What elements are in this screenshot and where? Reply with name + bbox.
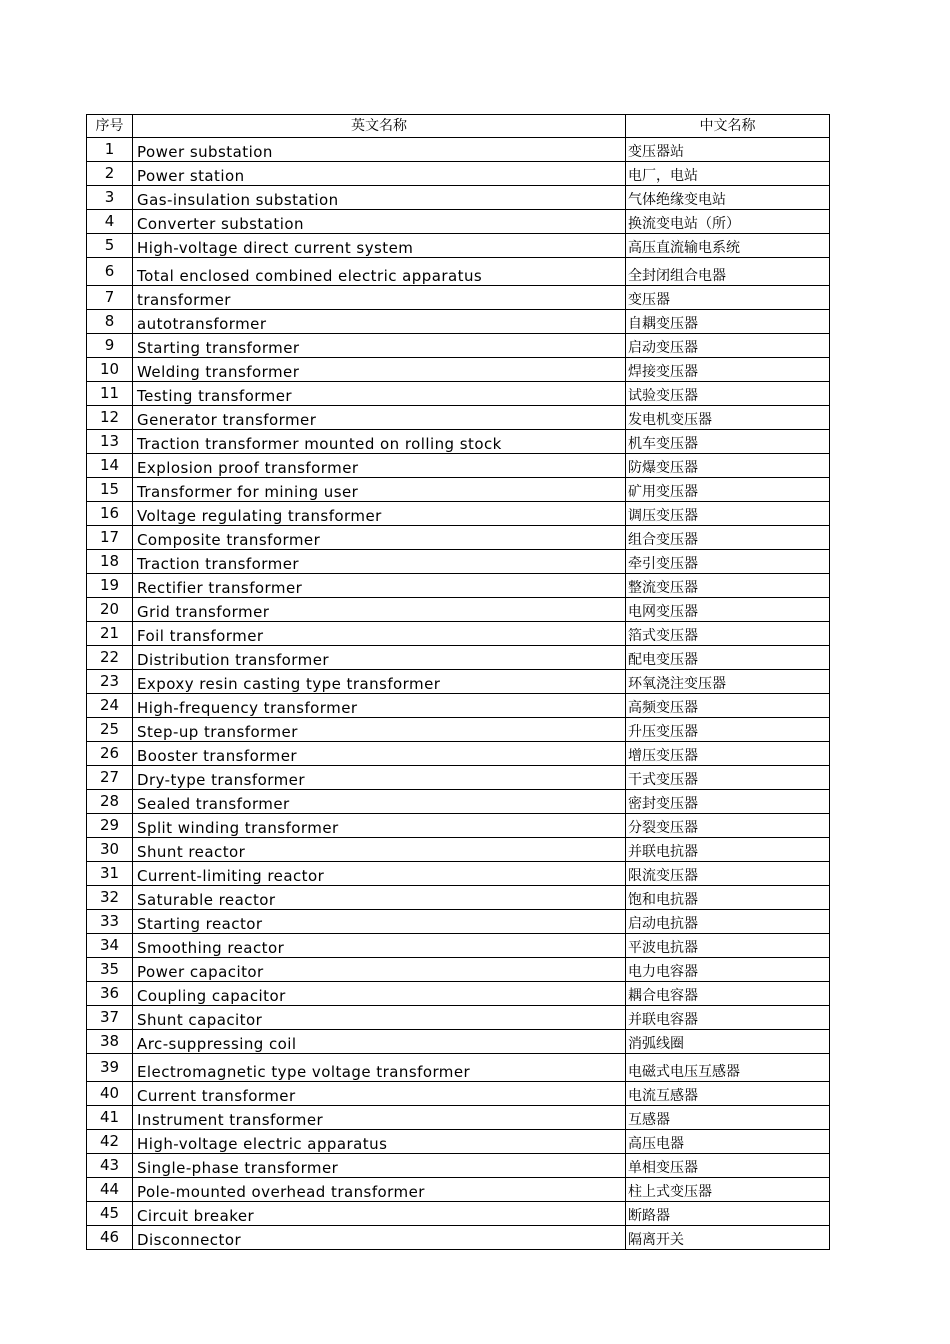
- chinese-term: 全封闭组合电器: [626, 258, 830, 286]
- english-term: Welding transformer: [133, 358, 626, 382]
- chinese-term: 干式变压器: [626, 766, 830, 790]
- english-term: Step-up transformer: [133, 718, 626, 742]
- chinese-term: 配电变压器: [626, 646, 830, 670]
- chinese-term: 密封变压器: [626, 790, 830, 814]
- english-term: Pole-mounted overhead transformer: [133, 1178, 626, 1202]
- row-index: 40: [87, 1082, 133, 1106]
- chinese-term: 组合变压器: [626, 526, 830, 550]
- table-row: [87, 502, 830, 526]
- row-index: 36: [87, 982, 133, 1006]
- row-index: 11: [87, 382, 133, 406]
- chinese-term: 柱上式变压器: [626, 1178, 830, 1202]
- table-row: [87, 478, 830, 502]
- english-term: Grid transformer: [133, 598, 626, 622]
- row-index: 22: [87, 646, 133, 670]
- chinese-term: 试验变压器: [626, 382, 830, 406]
- row-index: 41: [87, 1106, 133, 1130]
- english-term: Starting reactor: [133, 910, 626, 934]
- table-row: [87, 454, 830, 478]
- row-index: 15: [87, 478, 133, 502]
- table-row: [87, 982, 830, 1006]
- row-index: 35: [87, 958, 133, 982]
- english-term: Booster transformer: [133, 742, 626, 766]
- table-row: [87, 1178, 830, 1202]
- row-index: 46: [87, 1226, 133, 1250]
- row-index: 45: [87, 1202, 133, 1226]
- english-term: Converter substation: [133, 210, 626, 234]
- table-row: [87, 334, 830, 358]
- table-row: [87, 886, 830, 910]
- row-index: 10: [87, 358, 133, 382]
- chinese-term: 机车变压器: [626, 430, 830, 454]
- row-index: 27: [87, 766, 133, 790]
- row-index: 34: [87, 934, 133, 958]
- english-term: Explosion proof transformer: [133, 454, 626, 478]
- english-term: Total enclosed combined electric apparatus: [133, 258, 626, 286]
- english-term: autotransformer: [133, 310, 626, 334]
- english-term: Current-limiting reactor: [133, 862, 626, 886]
- header-index: 序号: [87, 115, 133, 138]
- chinese-term: 增压变压器: [626, 742, 830, 766]
- english-term: Smoothing reactor: [133, 934, 626, 958]
- table-row: [87, 670, 830, 694]
- chinese-term: 单相变压器: [626, 1154, 830, 1178]
- row-index: 30: [87, 838, 133, 862]
- table-row: [87, 1130, 830, 1154]
- chinese-term: 箔式变压器: [626, 622, 830, 646]
- row-index: 28: [87, 790, 133, 814]
- chinese-term: 升压变压器: [626, 718, 830, 742]
- glossary-rows: [87, 138, 830, 1250]
- table-row: [87, 934, 830, 958]
- table-row: [87, 766, 830, 790]
- table-row: [87, 598, 830, 622]
- header-chinese: 中文名称: [626, 115, 830, 138]
- chinese-term: 饱和电抗器: [626, 886, 830, 910]
- english-term: Current transformer: [133, 1082, 626, 1106]
- chinese-term: 整流变压器: [626, 574, 830, 598]
- header-row: [87, 115, 830, 138]
- chinese-term: 平波电抗器: [626, 934, 830, 958]
- english-term: Distribution transformer: [133, 646, 626, 670]
- table-row: [87, 138, 830, 162]
- row-index: 18: [87, 550, 133, 574]
- chinese-term: 发电机变压器: [626, 406, 830, 430]
- english-term: High-voltage direct current system: [133, 234, 626, 258]
- row-index: 12: [87, 406, 133, 430]
- table-row: [87, 1202, 830, 1226]
- english-term: Split winding transformer: [133, 814, 626, 838]
- english-term: Electromagnetic type voltage transformer: [133, 1054, 626, 1082]
- chinese-term: 高压直流输电系统: [626, 234, 830, 258]
- english-term: Composite transformer: [133, 526, 626, 550]
- english-term: Power capacitor: [133, 958, 626, 982]
- row-index: 3: [87, 186, 133, 210]
- english-term: Generator transformer: [133, 406, 626, 430]
- chinese-term: 电厂，电站: [626, 162, 830, 186]
- chinese-term: 调压变压器: [626, 502, 830, 526]
- english-term: Expoxy resin casting type transformer: [133, 670, 626, 694]
- glossary-table: [86, 114, 830, 1250]
- chinese-term: 牵引变压器: [626, 550, 830, 574]
- english-term: Arc-suppressing coil: [133, 1030, 626, 1054]
- chinese-term: 隔离开关: [626, 1226, 830, 1250]
- row-index: 25: [87, 718, 133, 742]
- table-row: [87, 210, 830, 234]
- row-index: 26: [87, 742, 133, 766]
- row-index: 38: [87, 1030, 133, 1054]
- row-index: 9: [87, 334, 133, 358]
- english-term: High-voltage electric apparatus: [133, 1130, 626, 1154]
- chinese-term: 变压器: [626, 286, 830, 310]
- english-term: Testing transformer: [133, 382, 626, 406]
- row-index: 8: [87, 310, 133, 334]
- table-row: [87, 286, 830, 310]
- row-index: 19: [87, 574, 133, 598]
- chinese-term: 焊接变压器: [626, 358, 830, 382]
- chinese-term: 气体绝缘变电站: [626, 186, 830, 210]
- row-index: 33: [87, 910, 133, 934]
- english-term: Transformer for mining user: [133, 478, 626, 502]
- english-term: Instrument transformer: [133, 1106, 626, 1130]
- english-term: transformer: [133, 286, 626, 310]
- english-term: Foil transformer: [133, 622, 626, 646]
- chinese-term: 电流互感器: [626, 1082, 830, 1106]
- english-term: Traction transformer mounted on rolling stock: [133, 430, 626, 454]
- table-row: [87, 814, 830, 838]
- row-index: 39: [87, 1054, 133, 1082]
- chinese-term: 耦合电容器: [626, 982, 830, 1006]
- table-row: [87, 1082, 830, 1106]
- chinese-term: 防爆变压器: [626, 454, 830, 478]
- table-row: [87, 1006, 830, 1030]
- row-index: 16: [87, 502, 133, 526]
- table-row: [87, 1106, 830, 1130]
- row-index: 37: [87, 1006, 133, 1030]
- english-term: High-frequency transformer: [133, 694, 626, 718]
- english-term: Sealed transformer: [133, 790, 626, 814]
- row-index: 1: [87, 138, 133, 162]
- chinese-term: 换流变电站（所）: [626, 210, 830, 234]
- row-index: 21: [87, 622, 133, 646]
- english-term: Saturable reactor: [133, 886, 626, 910]
- english-term: Disconnector: [133, 1226, 626, 1250]
- table-row: [87, 1030, 830, 1054]
- chinese-term: 变压器站: [626, 138, 830, 162]
- table-row: [87, 622, 830, 646]
- table-row: [87, 1226, 830, 1250]
- english-term: Voltage regulating transformer: [133, 502, 626, 526]
- chinese-term: 启动电抗器: [626, 910, 830, 934]
- chinese-term: 高频变压器: [626, 694, 830, 718]
- chinese-term: 矿用变压器: [626, 478, 830, 502]
- english-term: Circuit breaker: [133, 1202, 626, 1226]
- english-term: Coupling capacitor: [133, 982, 626, 1006]
- row-index: 29: [87, 814, 133, 838]
- row-index: 20: [87, 598, 133, 622]
- chinese-term: 互感器: [626, 1106, 830, 1130]
- table-row: [87, 526, 830, 550]
- table-row: [87, 550, 830, 574]
- table-row: [87, 838, 830, 862]
- row-index: 6: [87, 258, 133, 286]
- english-term: Shunt reactor: [133, 838, 626, 862]
- chinese-term: 断路器: [626, 1202, 830, 1226]
- table-row: [87, 862, 830, 886]
- row-index: 4: [87, 210, 133, 234]
- row-index: 42: [87, 1130, 133, 1154]
- chinese-term: 自耦变压器: [626, 310, 830, 334]
- row-index: 23: [87, 670, 133, 694]
- table-row: [87, 258, 830, 286]
- table-row: [87, 430, 830, 454]
- table-row: [87, 790, 830, 814]
- chinese-term: 限流变压器: [626, 862, 830, 886]
- table-row: [87, 910, 830, 934]
- chinese-term: 启动变压器: [626, 334, 830, 358]
- english-term: Single-phase transformer: [133, 1154, 626, 1178]
- english-term: Gas-insulation substation: [133, 186, 626, 210]
- english-term: Shunt capacitor: [133, 1006, 626, 1030]
- table-row: [87, 162, 830, 186]
- table-row: [87, 382, 830, 406]
- row-index: 7: [87, 286, 133, 310]
- chinese-term: 并联电容器: [626, 1006, 830, 1030]
- table-row: [87, 1154, 830, 1178]
- english-term: Rectifier transformer: [133, 574, 626, 598]
- table-row: [87, 310, 830, 334]
- chinese-term: 环氧浇注变压器: [626, 670, 830, 694]
- row-index: 17: [87, 526, 133, 550]
- table-row: [87, 1054, 830, 1082]
- english-term: Power station: [133, 162, 626, 186]
- table-row: [87, 406, 830, 430]
- row-index: 43: [87, 1154, 133, 1178]
- table-row: [87, 574, 830, 598]
- row-index: 44: [87, 1178, 133, 1202]
- row-index: 31: [87, 862, 133, 886]
- row-index: 14: [87, 454, 133, 478]
- english-term: Starting transformer: [133, 334, 626, 358]
- chinese-term: 电力电容器: [626, 958, 830, 982]
- chinese-term: 电网变压器: [626, 598, 830, 622]
- table-row: [87, 186, 830, 210]
- chinese-term: 高压电器: [626, 1130, 830, 1154]
- row-index: 2: [87, 162, 133, 186]
- english-term: Power substation: [133, 138, 626, 162]
- table-row: [87, 646, 830, 670]
- chinese-term: 电磁式电压互感器: [626, 1054, 830, 1082]
- chinese-term: 并联电抗器: [626, 838, 830, 862]
- row-index: 13: [87, 430, 133, 454]
- chinese-term: 消弧线圈: [626, 1030, 830, 1054]
- row-index: 32: [87, 886, 133, 910]
- table-row: [87, 358, 830, 382]
- english-term: Dry-type transformer: [133, 766, 626, 790]
- table-row: [87, 958, 830, 982]
- row-index: 5: [87, 234, 133, 258]
- row-index: 24: [87, 694, 133, 718]
- chinese-term: 分裂变压器: [626, 814, 830, 838]
- header-english: 英文名称: [133, 115, 626, 138]
- table-row: [87, 718, 830, 742]
- table-row: [87, 234, 830, 258]
- english-term: Traction transformer: [133, 550, 626, 574]
- table-row: [87, 742, 830, 766]
- table-row: [87, 694, 830, 718]
